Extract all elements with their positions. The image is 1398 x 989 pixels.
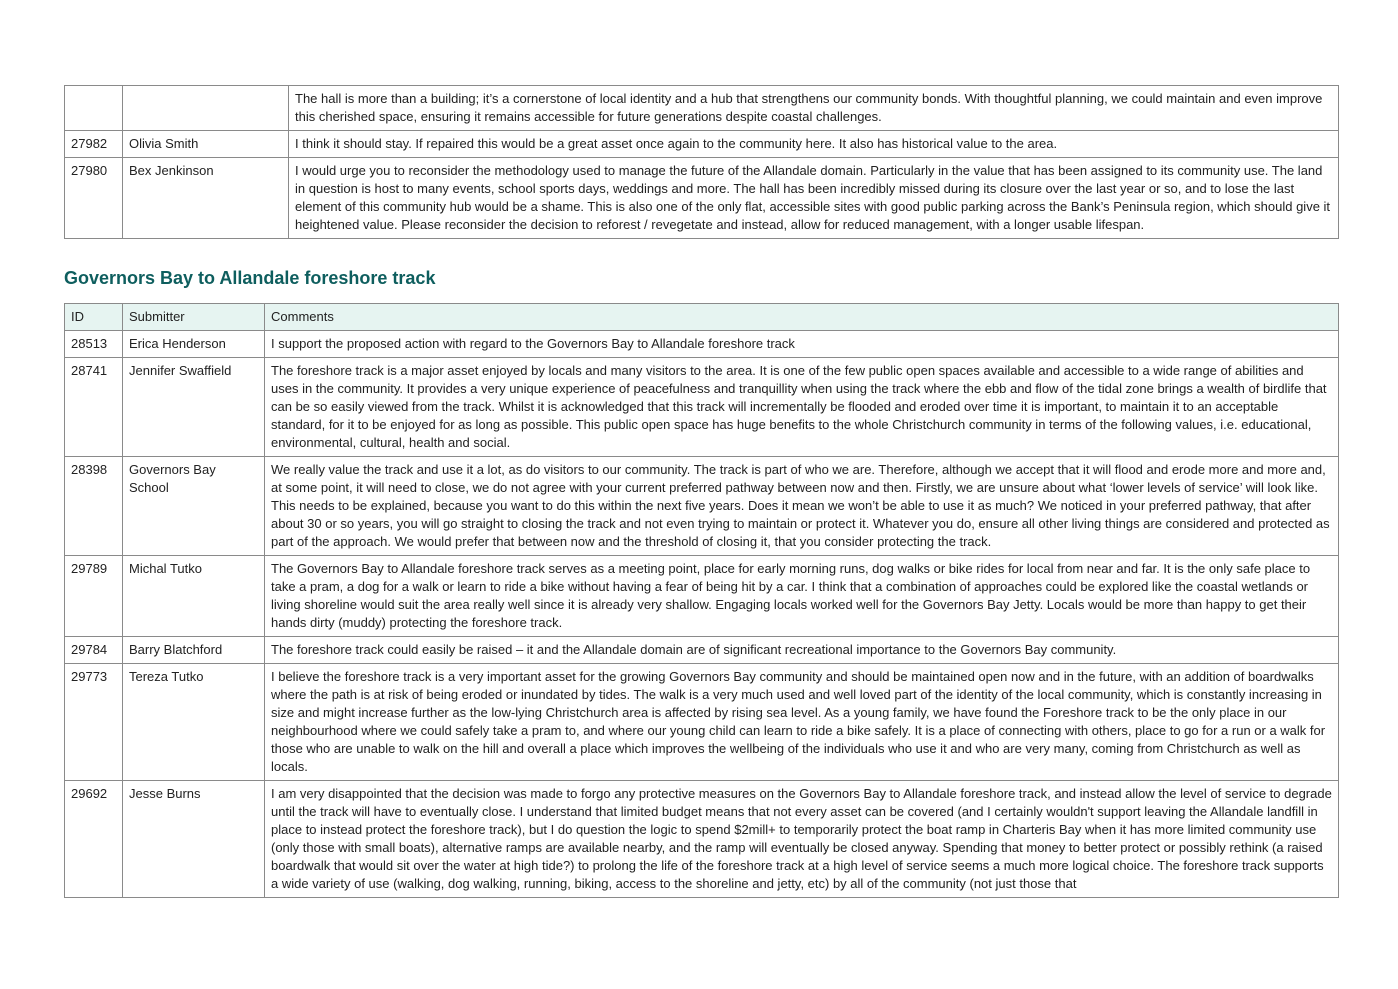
table-header-row (65, 304, 1339, 331)
submission-id: 29692 (65, 781, 123, 898)
submission-id: 27982 (65, 131, 123, 158)
submitter-name: Jesse Burns (123, 781, 265, 898)
submission-comment: The foreshore track could easily be raised – it and the Allandale domain are of significant recreational importance to the Governors Bay community. (265, 637, 1339, 664)
submitter-name: Erica Henderson (123, 331, 265, 358)
submitter-name: Barry Blatchford (123, 637, 265, 664)
submission-id: 28741 (65, 358, 123, 457)
table-row (65, 86, 1339, 131)
submitter-name: Governors Bay School (123, 457, 265, 556)
table-row (65, 781, 1339, 898)
column-header-comments: Comments (265, 304, 1339, 331)
submission-id: 29789 (65, 556, 123, 637)
submission-comment: I believe the foreshore track is a very important asset for the growing Governors Bay community and should be maintained open now and in the future, with an addition of boardwalks where the path is at risk of being eroded or inundated by tides. The walk is a very much used and well loved part of the identity of the local community, which is constantly increasing in size and might increase further as the low-lying Christchurch area is affected by rising sea level. As a young family, we have found the Foreshore track to be the only place in our neighbourhood where we could safely take a pram to, and where our young child can learn to ride a bike safely. It is a place of connecting with others, place to go for a run or a walk for those who are unable to walk on the hill and overall a place which improves the wellbeing of the individuals who use it and who are very many, coming from Christchurch as well as locals. (265, 664, 1339, 781)
submission-comment: I support the proposed action with regard to the Governors Bay to Allandale foreshore track (265, 331, 1339, 358)
table-row (65, 457, 1339, 556)
column-header-submitter: Submitter (123, 304, 265, 331)
submission-id (65, 86, 123, 131)
submission-comment: The foreshore track is a major asset enjoyed by locals and many visitors to the area. It is one of the few public open spaces available and accessible to a wide range of abilities and uses in the community. It provides a very unique experience of peacefulness and tranquillity when using the track where the ebb and flow of the tidal zone brings a wealth of birdlife that can be so easily viewed from the track. Whilst it is acknowledged that this track will incrementally be flooded and eroded over time it is important, to maintain it to an acceptable standard, for it to be enjoyed for as long as possible. This public open space has huge benefits to the whole Christchurch community in terms of the following values, i.e. educational, environmental, cultural, health and social. (265, 358, 1339, 457)
submission-comment: The hall is more than a building; it’s a cornerstone of local identity and a hub that strengthens our community bonds. With thoughtful planning, we could maintain and even improve this cherished space, ensuring it remains accessible for future generations despite coastal challenges. (289, 86, 1339, 131)
submitter-name: Olivia Smith (123, 131, 289, 158)
section-heading: Governors Bay to Allandale foreshore track (64, 268, 436, 288)
column-header-id: ID (65, 304, 123, 331)
submission-comment: I would urge you to reconsider the methodology used to manage the future of the Allandale domain. Particularly in the value that has been assigned to its community use. The land in question is host to many events, school sports days, weddings and more. The hall has been incredibly missed during its closure over the last year or so, and to lose the last element of this community hub would be a shame. This is also one of the only flat, accessible sites with good public parking across the Bank’s Peninsula region, which should give it heightened value. Please reconsider the decision to reforest / revegetate and instead, allow for reduced management, with a longer usable lifespan. (289, 158, 1339, 239)
submitter-name: Jennifer Swaffield (123, 358, 265, 457)
submission-id: 29784 (65, 637, 123, 664)
submitter-name (123, 86, 289, 131)
submission-id: 27980 (65, 158, 123, 239)
submission-comment: We really value the track and use it a lot, as do visitors to our community. The track is part of who we are. Therefore, although we accept that it will flood and erode more and more and, at some point, it will need to close, we do not agree with your current preferred pathway between now and then. Firstly, we are unsure about what ‘lower levels of service’ will look like. This needs to be explained, because you want to do this within the next five years. Does it mean we won’t be able to use it as much? We noticed in your preferred pathway, that after about 30 or so years, you will go straight to closing the track and not even trying to maintain or protect it. Whatever you do, ensure all other living things are considered and protected as part of the approach. We would prefer that between now and the threshold of closing it, that you consider protecting the track. (265, 457, 1339, 556)
submission-comment: I am very disappointed that the decision was made to forgo any protective measures on the Governors Bay to Allandale foreshore track, and instead allow the level of service to degrade until the track will have to eventually close. I understand that limited budget means that not every asset can be covered (and I certainly wouldn't support leaving the Allandale landfill in place to instead protect the foreshore track), but I do question the logic to spend $2mill+ to temporarily protect the boat ramp in Charteris Bay when it has more limited community use (only those with small boats), alternative ramps are available nearby, and the ramp will eventually be closed anyway. Spending that money to better protect or possibly rethink (a raised boardwalk that would sit over the water at high tide?) to prolong the life of the foreshore track at a high level of service seems a much more logical choice. The foreshore track supports a wide variety of use (walking, dog walking, running, biking, access to the shoreline and jetty, etc) by all of the community (not just those that (265, 781, 1339, 898)
table-row (65, 637, 1339, 664)
submission-id: 28398 (65, 457, 123, 556)
table-row (65, 358, 1339, 457)
submitter-name: Bex Jenkinson (123, 158, 289, 239)
table-row (65, 158, 1339, 239)
submitter-name: Tereza Tutko (123, 664, 265, 781)
table-row (65, 131, 1339, 158)
submission-comment: I think it should stay. If repaired this would be a great asset once again to the community here. It also has historical value to the area. (289, 131, 1339, 158)
table-row (65, 664, 1339, 781)
submitter-name: Michal Tutko (123, 556, 265, 637)
table-row (65, 331, 1339, 358)
submissions-table-continued (64, 85, 1339, 239)
table-row (65, 556, 1339, 637)
submission-comment: The Governors Bay to Allandale foreshore track serves as a meeting point, place for early morning runs, dog walks or bike rides for local from near and far. It is the only safe place to take a pram, a dog for a walk or learn to ride a bike without having a fear of being hit by a car. I think that a combination of approaches could be explored like the coastal wetlands or living shoreline would suit the area really well since it is already very shallow. Engaging locals worked well for the Governors Bay Jetty. Locals would be more than happy to get their hands dirty (muddy) protecting the foreshore track. (265, 556, 1339, 637)
submission-id: 29773 (65, 664, 123, 781)
submission-id: 28513 (65, 331, 123, 358)
foreshore-track-submissions-table (64, 303, 1339, 898)
